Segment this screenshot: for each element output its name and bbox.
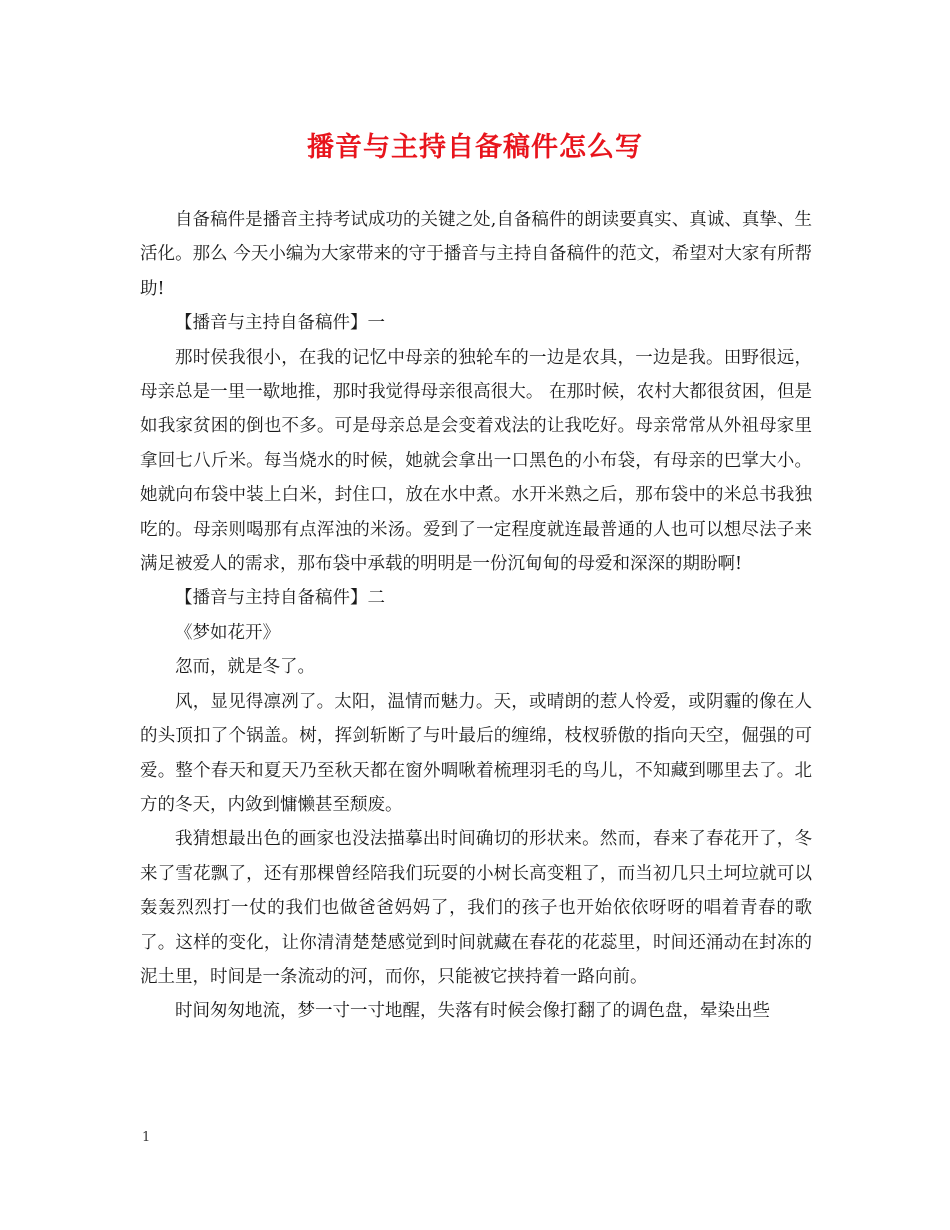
body-paragraph: 时间匆匆地流，梦一寸一寸地醒，失落有时候会像打翻了的调色盘，晕染出些 [175,1001,770,1022]
body-paragraph: 忽而，就是冬了。 [175,657,315,678]
page-number: 1 [142,1130,151,1145]
document-title: 播音与主持自备稿件怎么写 [307,132,643,163]
intro-paragraph: 自备稿件是播音主持考试成功的关键之处,自备稿件的朗读要真实、真诚、真挚、生活化。那么 今天小编为大家带来的守于播音与主持自备稿件的范文，希望对大家有所帮助! [140,210,812,299]
essay-title: 《梦如花开》 [175,622,280,643]
document-body [140,203,812,1029]
section-heading-one: 【播音与主持自备稿件】一 [175,313,385,334]
body-paragraph: 我猜想最出色的画家也没法描摹出时间确切的形状来。然而，春来了春花开了，冬来了雪花飘了，还有那棵曾经陪我们玩耍的小树长高变粗了，而当初几只土坷垃就可以轰轰烈烈打一仗的我们也做爸爸妈妈了，我们的孩子也开始依依呀呀的唱着青春的歌了。这样的变化，让你清清楚楚感觉到时间就藏在春花的花蕊里，时间还涌动在封冻的泥土里，时间是一条流动的河，而你，只能被它挟持着一路向前。 [140,829,812,987]
body-paragraph: 那时侯我很小，在我的记忆中母亲的独轮车的一边是农具，一边是我。田野很远，母亲总是一里一歇地推，那时我觉得母亲很高很大。 在那时候，农村大都很贫困，但是如我家贫困的倒也不多。可是母亲总是会变着戏法的让我吃好。母亲常常从外祖母家里拿回七八斤米。每当烧水的时候，她就会拿出一口黑色的小布袋，有母亲的巴掌大小。她就向布袋中装上白米，封住口，放在水中煮。水开米熟之后，那布袋中的米总书我独吃的。母亲则喝那有点浑浊的米汤。爱到了一定程度就连最普通的人也可以想尽法子来满足被爱人的需求，那布袋中承载的明明是一份沉甸甸的母爱和深深的期盼啊! [140,347,812,575]
body-paragraph: 风，显见得凛冽了。太阳，温情而魅力。天，或晴朗的惹人怜爱，或阴霾的像在人的头顶扣了个锅盖。树，挥剑斩断了与叶最后的缠绵，枝杈骄傲的指向天空，倔强的可爱。整个春天和夏天乃至秋天都在窗外啁啾着梳理羽毛的鸟儿，不知藏到哪里去了。北方的冬天，内敛到慵懒甚至颓废。 [140,691,812,815]
section-heading-two: 【播音与主持自备稿件】二 [175,588,385,609]
